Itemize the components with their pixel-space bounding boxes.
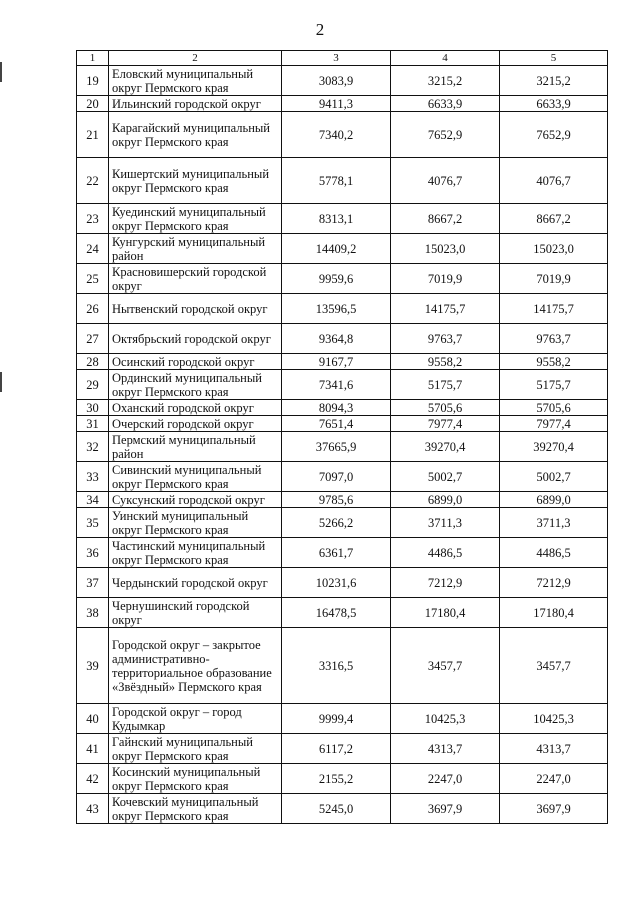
- value-col3: 5266,2: [282, 508, 391, 538]
- table-row: [77, 734, 608, 764]
- municipality-name: Сивинский муниципальный округ Пермского края: [109, 462, 282, 492]
- municipality-name: Осинский городской округ: [109, 354, 282, 370]
- table-row: [77, 764, 608, 794]
- municipality-name: Кишертский муниципальный округ Пермского края: [109, 158, 282, 204]
- value-col3: 7341,6: [282, 370, 391, 400]
- row-number: 24: [77, 234, 109, 264]
- table-row: [77, 598, 608, 628]
- row-number: 30: [77, 400, 109, 416]
- value-col5: 2247,0: [500, 764, 608, 794]
- value-col3: 37665,9: [282, 432, 391, 462]
- row-number: 43: [77, 794, 109, 824]
- table-row: [77, 96, 608, 112]
- value-col4: 9558,2: [391, 354, 500, 370]
- municipality-name: Суксунский городской округ: [109, 492, 282, 508]
- value-col3: 2155,2: [282, 764, 391, 794]
- municipality-name: Ильинский городской округ: [109, 96, 282, 112]
- table-row: [77, 416, 608, 432]
- table-row: [77, 324, 608, 354]
- row-number: 21: [77, 112, 109, 158]
- value-col4: 2247,0: [391, 764, 500, 794]
- row-number: 35: [77, 508, 109, 538]
- table-row: [77, 704, 608, 734]
- table-row: [77, 462, 608, 492]
- value-col4: 3457,7: [391, 628, 500, 704]
- row-number: 27: [77, 324, 109, 354]
- value-col5: 3711,3: [500, 508, 608, 538]
- value-col3: 7651,4: [282, 416, 391, 432]
- page-number: 2: [315, 20, 325, 39]
- value-col3: 13596,5: [282, 294, 391, 324]
- value-col5: 4486,5: [500, 538, 608, 568]
- row-number: 31: [77, 416, 109, 432]
- value-col5: 9558,2: [500, 354, 608, 370]
- row-number: 20: [77, 96, 109, 112]
- table-row: [77, 370, 608, 400]
- margin-mark-top: [0, 62, 2, 82]
- value-col3: 16478,5: [282, 598, 391, 628]
- value-col4: 3711,3: [391, 508, 500, 538]
- value-col5: 7212,9: [500, 568, 608, 598]
- value-col4: 39270,4: [391, 432, 500, 462]
- value-col3: 3083,9: [282, 66, 391, 96]
- row-number: 33: [77, 462, 109, 492]
- value-col4: 7652,9: [391, 112, 500, 158]
- municipality-name: Нытвенский городской округ: [109, 294, 282, 324]
- table-header-row: [77, 51, 608, 66]
- municipality-name: Пермский муниципальный район: [109, 432, 282, 462]
- table-row: [77, 628, 608, 704]
- value-col5: 14175,7: [500, 294, 608, 324]
- column-header: 4: [391, 51, 500, 66]
- table-row: [77, 354, 608, 370]
- value-col4: 17180,4: [391, 598, 500, 628]
- municipality-name: Ординский муниципальный округ Пермского края: [109, 370, 282, 400]
- value-col4: 6633,9: [391, 96, 500, 112]
- value-col5: 7652,9: [500, 112, 608, 158]
- row-number: 41: [77, 734, 109, 764]
- value-col4: 4076,7: [391, 158, 500, 204]
- row-number: 40: [77, 704, 109, 734]
- row-number: 23: [77, 204, 109, 234]
- column-header: 3: [282, 51, 391, 66]
- municipality-name: Городской округ – закрытое административно-территориальное образование «Звёздный» Пермского края: [109, 628, 282, 704]
- value-col4: 7977,4: [391, 416, 500, 432]
- municipality-name: Карагайский муниципальный округ Пермского края: [109, 112, 282, 158]
- value-col3: 9364,8: [282, 324, 391, 354]
- row-number: 28: [77, 354, 109, 370]
- municipality-name: Чернушинский городской округ: [109, 598, 282, 628]
- value-col4: 14175,7: [391, 294, 500, 324]
- row-number: 25: [77, 264, 109, 294]
- row-number: 29: [77, 370, 109, 400]
- value-col4: 15023,0: [391, 234, 500, 264]
- value-col4: 10425,3: [391, 704, 500, 734]
- value-col5: 5002,7: [500, 462, 608, 492]
- value-col5: 6633,9: [500, 96, 608, 112]
- municipality-name: Красновишерский городской округ: [109, 264, 282, 294]
- value-col5: 4076,7: [500, 158, 608, 204]
- value-col4: 5175,7: [391, 370, 500, 400]
- value-col4: 4313,7: [391, 734, 500, 764]
- row-number: 38: [77, 598, 109, 628]
- value-col3: 9167,7: [282, 354, 391, 370]
- value-col3: 9411,3: [282, 96, 391, 112]
- value-col5: 3215,2: [500, 66, 608, 96]
- value-col3: 7097,0: [282, 462, 391, 492]
- row-number: 37: [77, 568, 109, 598]
- value-col4: 5705,6: [391, 400, 500, 416]
- value-col4: 5002,7: [391, 462, 500, 492]
- value-col5: 5705,6: [500, 400, 608, 416]
- table-row: [77, 204, 608, 234]
- value-col3: 3316,5: [282, 628, 391, 704]
- value-col3: 9959,6: [282, 264, 391, 294]
- row-number: 34: [77, 492, 109, 508]
- value-col3: 8313,1: [282, 204, 391, 234]
- value-col5: 7019,9: [500, 264, 608, 294]
- value-col3: 8094,3: [282, 400, 391, 416]
- value-col5: 3457,7: [500, 628, 608, 704]
- row-number: 39: [77, 628, 109, 704]
- row-number: 32: [77, 432, 109, 462]
- row-number: 19: [77, 66, 109, 96]
- municipality-name: Городской округ – город Кудымкар: [109, 704, 282, 734]
- value-col5: 5175,7: [500, 370, 608, 400]
- table-row: [77, 432, 608, 462]
- value-col3: 6117,2: [282, 734, 391, 764]
- value-col4: 6899,0: [391, 492, 500, 508]
- municipality-name: Кочевский муниципальный округ Пермского края: [109, 794, 282, 824]
- table-row: [77, 492, 608, 508]
- row-number: 36: [77, 538, 109, 568]
- municipality-name: Уинский муниципальный округ Пермского края: [109, 508, 282, 538]
- value-col3: 5245,0: [282, 794, 391, 824]
- row-number: 22: [77, 158, 109, 204]
- value-col4: 3697,9: [391, 794, 500, 824]
- value-col4: 7212,9: [391, 568, 500, 598]
- value-col4: 3215,2: [391, 66, 500, 96]
- value-col5: 17180,4: [500, 598, 608, 628]
- value-col5: 10425,3: [500, 704, 608, 734]
- value-col5: 9763,7: [500, 324, 608, 354]
- municipality-name: Кунгурский муниципальный район: [109, 234, 282, 264]
- value-col3: 10231,6: [282, 568, 391, 598]
- value-col5: 39270,4: [500, 432, 608, 462]
- municipality-name: Косинский муниципальный округ Пермского края: [109, 764, 282, 794]
- value-col5: 7977,4: [500, 416, 608, 432]
- municipality-name: Куединский муниципальный округ Пермского края: [109, 204, 282, 234]
- table-row: [77, 112, 608, 158]
- value-col3: 5778,1: [282, 158, 391, 204]
- margin-mark-middle: [0, 372, 2, 392]
- value-col3: 6361,7: [282, 538, 391, 568]
- column-header: 1: [77, 51, 109, 66]
- value-col4: 9763,7: [391, 324, 500, 354]
- value-col4: 4486,5: [391, 538, 500, 568]
- municipality-name: Частинский муниципальный округ Пермского края: [109, 538, 282, 568]
- value-col5: 4313,7: [500, 734, 608, 764]
- table-row: [77, 234, 608, 264]
- value-col4: 8667,2: [391, 204, 500, 234]
- value-col3: 9785,6: [282, 492, 391, 508]
- column-header: 2: [109, 51, 282, 66]
- value-col3: 7340,2: [282, 112, 391, 158]
- value-col4: 7019,9: [391, 264, 500, 294]
- table-row: [77, 264, 608, 294]
- municipality-name: Чердынский городской округ: [109, 568, 282, 598]
- municipality-name: Очерский городской округ: [109, 416, 282, 432]
- table-row: [77, 400, 608, 416]
- municipality-name: Еловский муниципальный округ Пермского края: [109, 66, 282, 96]
- table-row: [77, 158, 608, 204]
- value-col5: 8667,2: [500, 204, 608, 234]
- municipality-name: Оханский городской округ: [109, 400, 282, 416]
- table-row: [77, 66, 608, 96]
- table-row: [77, 568, 608, 598]
- column-header: 5: [500, 51, 608, 66]
- value-col5: 3697,9: [500, 794, 608, 824]
- table-row: [77, 794, 608, 824]
- value-col3: 9999,4: [282, 704, 391, 734]
- table-row: [77, 508, 608, 538]
- municipality-name: Октябрьский городской округ: [109, 324, 282, 354]
- table-row: [77, 294, 608, 324]
- row-number: 26: [77, 294, 109, 324]
- value-col3: 14409,2: [282, 234, 391, 264]
- municipality-name: Гайнский муниципальный округ Пермского края: [109, 734, 282, 764]
- allocation-table: [76, 50, 608, 824]
- value-col5: 6899,0: [500, 492, 608, 508]
- value-col5: 15023,0: [500, 234, 608, 264]
- row-number: 42: [77, 764, 109, 794]
- table-row: [77, 538, 608, 568]
